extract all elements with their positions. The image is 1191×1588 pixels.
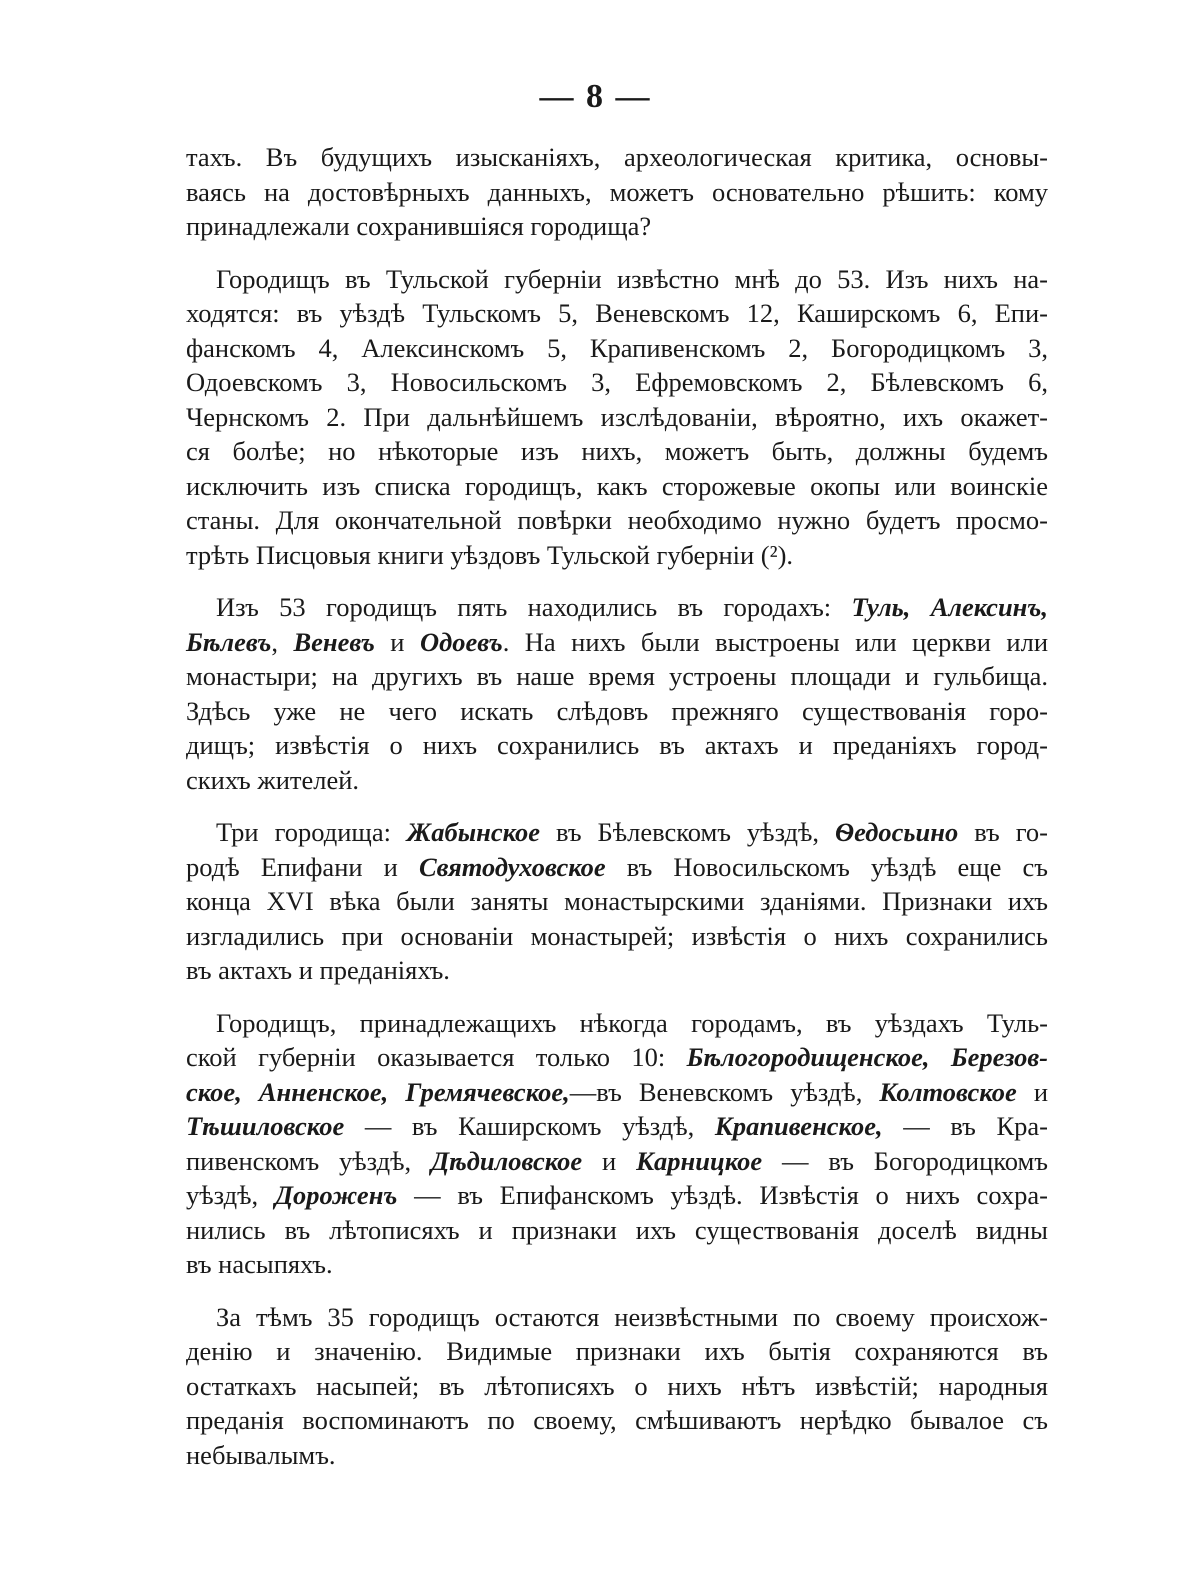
text-line bbox=[186, 1109, 1048, 1144]
text-line: исключить изъ списка городищъ, какъ сторожевые окопы или воинскіе bbox=[186, 470, 1048, 501]
paragraph-2 bbox=[186, 262, 1048, 573]
text-line: За тѣмъ 35 городищъ остаются неизвѣстными по своему происхож- bbox=[216, 1301, 1048, 1332]
text-line bbox=[186, 815, 1048, 850]
text-line bbox=[186, 1144, 1048, 1179]
place-name: Крапивенское, bbox=[714, 1111, 883, 1141]
place-name: Колтовское bbox=[879, 1076, 1017, 1107]
text-line: конца XVI вѣка были заняты монастырскими зданіями. Признаки ихъ bbox=[186, 886, 1048, 916]
paragraph-4 bbox=[186, 815, 1048, 988]
place-name: ское, Анненское, Гремячевское, bbox=[186, 1076, 570, 1107]
text-run: и bbox=[582, 1145, 637, 1176]
text-line: дищъ; извѣстія о нихъ сохранились въ актахъ и преданіяхъ город- bbox=[186, 730, 1048, 760]
place-name: Одоевъ bbox=[419, 626, 503, 657]
text-line bbox=[186, 850, 1048, 885]
text-run: въ го- bbox=[958, 817, 1048, 847]
text-line: Одоевскомъ 3, Новосильскомъ 3, Ефремовскомъ 2, Бѣлевскомъ 6, bbox=[186, 367, 1048, 397]
text-line: нились въ лѣтописяхъ и признаки ихъ существованія доселѣ видны bbox=[186, 1214, 1048, 1245]
text-run: — въ Богородицкомъ bbox=[762, 1145, 1049, 1176]
text-run: и bbox=[374, 626, 420, 657]
text-run: въ Бѣлевскомъ уѣздѣ, bbox=[540, 817, 836, 847]
text-line: Здѣсь уже не чего искать слѣдовъ прежняго существованія горо- bbox=[186, 695, 1048, 726]
text-line: тахъ. Въ будущихъ изысканіяхъ, археологическая критика, основы- bbox=[186, 142, 1048, 172]
text-line: небывалымъ. bbox=[186, 1439, 336, 1470]
place-name: Дѣдиловское bbox=[430, 1145, 583, 1176]
place-name: Ѳедосьино bbox=[835, 817, 959, 847]
text-run: — въ Кра- bbox=[882, 1111, 1048, 1141]
place-name: Дороженъ bbox=[274, 1180, 398, 1210]
page-body bbox=[186, 140, 1048, 1490]
place-name: Бѣлогородищенское, Березов- bbox=[686, 1042, 1048, 1072]
text-line bbox=[186, 1178, 1048, 1213]
text-line: скихъ жителей. bbox=[186, 764, 360, 795]
page-number: — 8 — bbox=[539, 78, 652, 115]
paragraph-1 bbox=[186, 140, 1048, 244]
text-run: въ Новосильскомъ уѣздѣ еще съ bbox=[605, 851, 1048, 882]
text-run: Изъ 53 городищъ пять находились въ городахъ: bbox=[216, 592, 852, 622]
text-line bbox=[186, 1075, 1048, 1110]
text-line: фанскомъ 4, Алексинскомъ 5, Крапивенскомъ 2, Богородицкомъ 3, bbox=[186, 332, 1048, 363]
place-name: Тѣшиловское bbox=[186, 1111, 345, 1141]
text-run: родѣ Епифани и bbox=[186, 851, 419, 882]
text-line: преданія воспоминаютъ по своему, смѣшиваютъ нерѣдко бывалое съ bbox=[186, 1405, 1048, 1435]
place-name: Туль, Алексинъ, bbox=[851, 592, 1048, 622]
place-name: Жабынское bbox=[406, 817, 541, 847]
place-name: Святодуховское bbox=[418, 851, 606, 882]
text-line: Городищъ въ Тульской губерніи извѣстно мнѣ до 53. Изъ нихъ на- bbox=[216, 263, 1048, 294]
text-run: . На нихъ были выстроены или церкви или bbox=[502, 626, 1048, 657]
text-run: — въ Каширскомъ уѣздѣ, bbox=[344, 1111, 715, 1141]
text-line bbox=[186, 1040, 1048, 1075]
text-line: Городищъ, принадлежащихъ нѣкогда городамъ, въ уѣздахъ Туль- bbox=[216, 1007, 1048, 1038]
text-line: денію и значенію. Видимые признаки ихъ бытія сохраняются въ bbox=[186, 1336, 1048, 1366]
text-line bbox=[186, 590, 1048, 625]
text-line: принадлежали сохранившіяся городища? bbox=[186, 211, 652, 241]
paragraph-3 bbox=[186, 590, 1048, 797]
text-line: трѣть Писцовыя книги уѣздовъ Тульской губерніи (²). bbox=[186, 539, 794, 570]
text-line: ваясь на достовѣрныхъ данныхъ, можетъ основательно рѣшить: кому bbox=[186, 176, 1048, 207]
place-name: Бѣлевъ bbox=[186, 626, 272, 657]
text-line: ся болѣе; но нѣкоторые изъ нихъ, можетъ быть, должны будемъ bbox=[186, 436, 1048, 466]
text-line: Чернскомъ 2. При дальнѣйшемъ изслѣдованіи, вѣроятно, ихъ окажет- bbox=[186, 401, 1048, 432]
text-line: станы. Для окончательной повѣрки необходимо нужно будетъ просмо- bbox=[186, 505, 1048, 535]
text-line: монастыри; на другихъ въ наше время устроены площади и гульбища. bbox=[186, 661, 1048, 691]
text-run: и bbox=[1016, 1076, 1048, 1107]
text-line: въ актахъ и преданіяхъ. bbox=[186, 955, 450, 985]
text-run: уѣздѣ, bbox=[186, 1180, 275, 1210]
paragraph-5 bbox=[186, 1006, 1048, 1282]
text-line: ходятся: въ уѣздѣ Тульскомъ 5, Веневскомъ 12, Каширскомъ 6, Епи- bbox=[186, 298, 1048, 328]
text-run: ской губерніи оказывается только 10: bbox=[186, 1042, 687, 1072]
text-run: , bbox=[271, 626, 294, 657]
paragraph-6 bbox=[186, 1300, 1048, 1473]
text-run: пивенскомъ уѣздѣ, bbox=[186, 1145, 431, 1176]
place-name: Карницкое bbox=[636, 1145, 763, 1176]
text-line: въ насыпяхъ. bbox=[186, 1249, 333, 1279]
text-line: изгладились при основаніи монастырей; извѣстія о нихъ сохранились bbox=[186, 920, 1048, 951]
text-line: остаткахъ насыпей; въ лѣтописяхъ о нихъ нѣтъ извѣстій; народныя bbox=[186, 1370, 1048, 1401]
text-run: — въ Епифанскомъ уѣздѣ. Извѣстія о нихъ сохра- bbox=[397, 1180, 1048, 1210]
text-run: —въ Веневскомъ уѣздѣ, bbox=[569, 1076, 880, 1107]
text-line bbox=[186, 625, 1048, 660]
text-run: Три городища: bbox=[216, 817, 407, 847]
place-name: Веневъ bbox=[293, 626, 375, 657]
